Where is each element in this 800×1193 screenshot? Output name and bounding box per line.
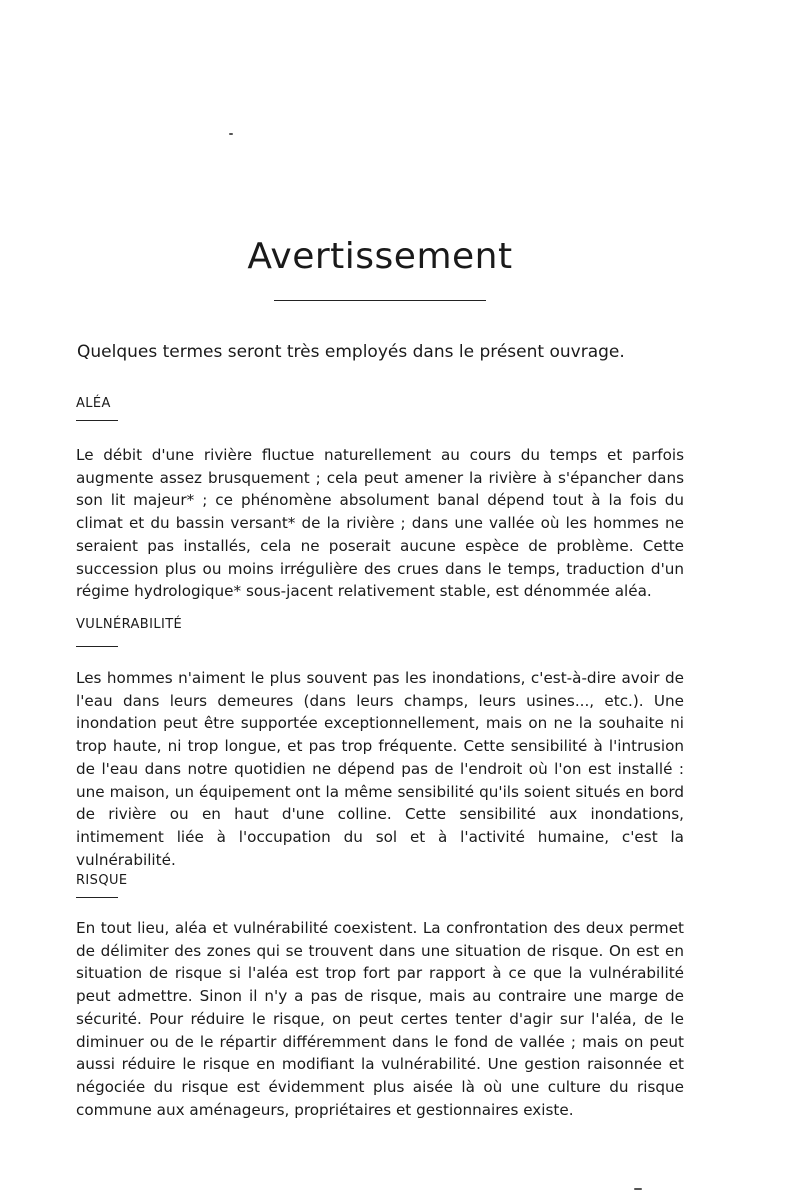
section-body-alea: Le débit d'une rivière fluctue naturellement au cours du temps et parfois augmente assez brusquement ; cela peut amener la rivière à s'épancher dans son lit majeur* ; ce phénomène absolument banal dépend tout à la fois du climat et du bassin versant* de la rivière ; dans une vallée où les hommes ne seraient pas installés, cela ne poserait aucune espèce de problème. Cette succession plus ou moins irrégulière des crues dans le temps, traduction d'un régime hydrologique* sous-jacent relativement stable, est dénommée aléa. [76, 446, 684, 601]
section-heading-risque: RISQUE [76, 873, 128, 888]
section-heading-vulnerabilite: VULNÉRABILITÉ [76, 617, 183, 632]
section-rule-vulnerabilite [76, 646, 118, 647]
scan-speck [229, 133, 233, 135]
section-rule-alea [76, 420, 118, 421]
section-body-risque: En tout lieu, aléa et vulnérabilité coexistent. La confrontation des deux permet de délimiter des zones qui se trouvent dans une situation de risque. On est en situation de risque si l'aléa est trop fort par rapport à ce que la vulnérabilité peut admettre. Sinon il n'y a pas de risque, mais au contraire une marge de sécurité. Pour réduire le risque, on peut certes tenter d'agir sur l'aléa, de le diminuer ou de le répartir différemment dans le fond de vallée ; mais on peut aussi réduire le risque en modifiant la vulnérabilité. Une gestion raisonnée et négociée du risque est évidemment plus aisée là où une culture du risque commune aux aménageurs, propriétaires et gestionnaires existe. [76, 919, 684, 1119]
title-underline [274, 300, 486, 301]
section-heading-alea: ALÉA [76, 396, 111, 411]
page-title: Avertissement [247, 236, 513, 277]
scan-speck [634, 1188, 642, 1190]
section-rule-risque [76, 897, 118, 898]
intro-paragraph: Quelques termes seront très employés dans le présent ouvrage. [77, 342, 625, 362]
section-body-vulnerabilite: Les hommes n'aiment le plus souvent pas les inondations, c'est-à-dire avoir de l'eau dans leurs demeures (dans leurs champs, leurs usines..., etc.). Une inondation peut être supportée exceptionnellement, mais on ne la souhaite ni trop haute, ni trop longue, et pas trop fréquente. Cette sensibilité à l'intrusion de l'eau dans notre quotidien ne dépend pas de l'endroit où l'on est installé : une maison, un équipement ont la même sensibilité qu'ils soient situés en bord de rivière ou en haut d'une colline. Cette sensibilité aux inondations, intimement liée à l'occupation du sol et à l'activité humaine, c'est la vulnérabilité. [76, 669, 684, 869]
